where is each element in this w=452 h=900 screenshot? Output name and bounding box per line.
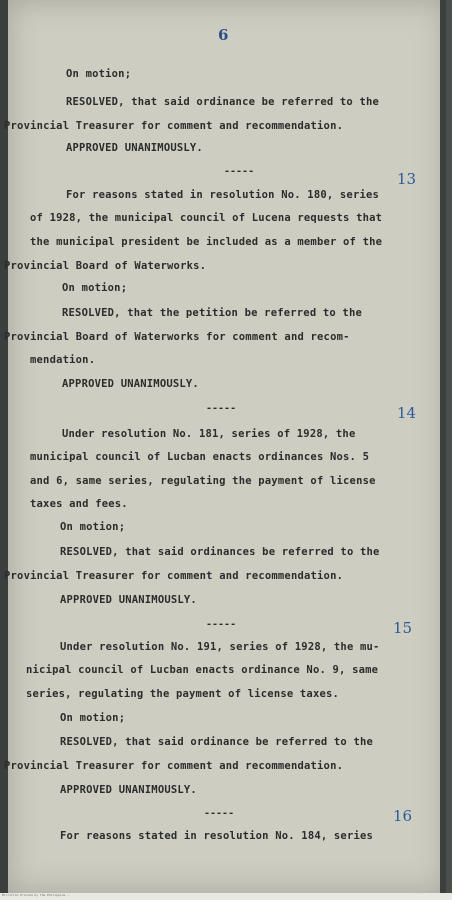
page-number: 6 xyxy=(218,26,229,44)
text-line: municipal council of Lucban enacts ordinances Nos. 5 xyxy=(30,451,370,463)
text-line: taxes and fees. xyxy=(30,498,128,510)
text-line: Provincial Board of Waterworks. xyxy=(4,260,207,272)
item-number-16: 16 xyxy=(393,807,413,825)
text-line: series, regulating the payment of license taxes. xyxy=(26,688,340,700)
item-number-15: 15 xyxy=(393,619,413,637)
text-line: of 1928, the municipal council of Lucena requests that xyxy=(30,212,383,224)
approved-line: APPROVED UNANIMOUSLY. xyxy=(66,142,203,154)
page-edge xyxy=(440,0,446,893)
text-line: Provincial Treasurer for comment and recommendation. xyxy=(4,570,344,582)
text-line: Under resolution No. 191, series of 1928, the mu- xyxy=(60,641,380,653)
approved-line: APPROVED UNANIMOUSLY. xyxy=(62,378,199,390)
motion-line: On motion; xyxy=(60,712,126,724)
separator: ----- xyxy=(206,619,237,630)
text-line: For reasons stated in resolution No. 184, series xyxy=(60,830,374,842)
separator: ----- xyxy=(224,166,255,177)
text-line: Provincial Treasurer for comment and recommendation. xyxy=(4,760,344,772)
resolved-line: RESOLVED, that said ordinances be referred to the xyxy=(60,546,380,558)
text-line: the municipal president be included as a member of the xyxy=(30,236,383,248)
separator: ----- xyxy=(204,808,235,819)
scan-footer-text: Microfilm Printed by the Philippine... xyxy=(2,893,71,897)
text-line: For reasons stated in resolution No. 180, series xyxy=(66,189,380,201)
text-line: Provincial Treasurer for comment and recommendation. xyxy=(4,120,344,132)
item-number-14: 14 xyxy=(397,404,417,422)
text-line: and 6, same series, regulating the payment of license xyxy=(30,475,376,487)
item-number-13: 13 xyxy=(397,170,417,188)
motion-line: On motion; xyxy=(62,282,128,294)
approved-line: APPROVED UNANIMOUSLY. xyxy=(60,594,197,606)
text-line: Under resolution No. 181, series of 1928, the xyxy=(62,428,356,440)
approved-line: APPROVED UNANIMOUSLY. xyxy=(60,784,197,796)
resolved-line: RESOLVED, that the petition be referred to the xyxy=(62,307,362,319)
separator: ----- xyxy=(206,403,237,414)
motion-line: On motion; xyxy=(60,521,126,533)
motion-line: On motion; xyxy=(66,68,132,80)
text-line: mendation. xyxy=(30,354,96,366)
resolved-line: RESOLVED, that said ordinance be referred to the xyxy=(66,96,380,108)
text-line: nicipal council of Lucban enacts ordinance No. 9, same xyxy=(26,664,379,676)
text-line: Provincial Board of Waterworks for comment and recom- xyxy=(4,331,350,343)
resolved-line: RESOLVED, that said ordinance be referred to the xyxy=(60,736,374,748)
